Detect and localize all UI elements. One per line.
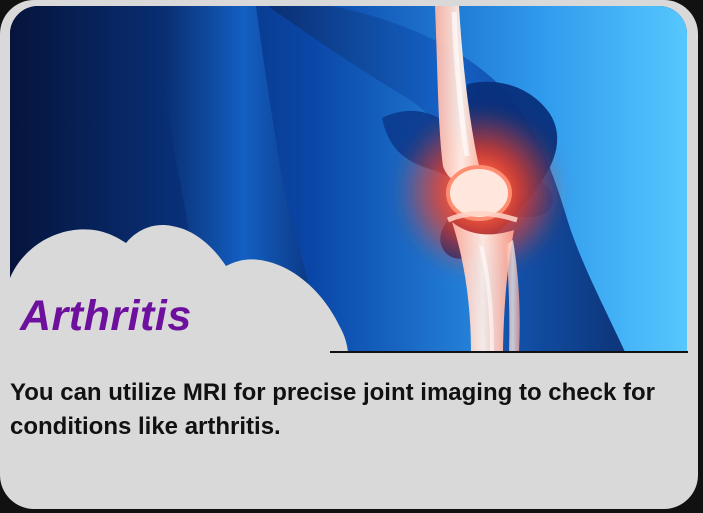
image-bottom-rule: [330, 351, 688, 353]
condition-title: Arthritis: [20, 292, 192, 340]
right-frame-edge: [698, 0, 703, 513]
condition-description: You can utilize MRI for precise joint imaging to check for conditions like arthritis.: [10, 379, 655, 440]
